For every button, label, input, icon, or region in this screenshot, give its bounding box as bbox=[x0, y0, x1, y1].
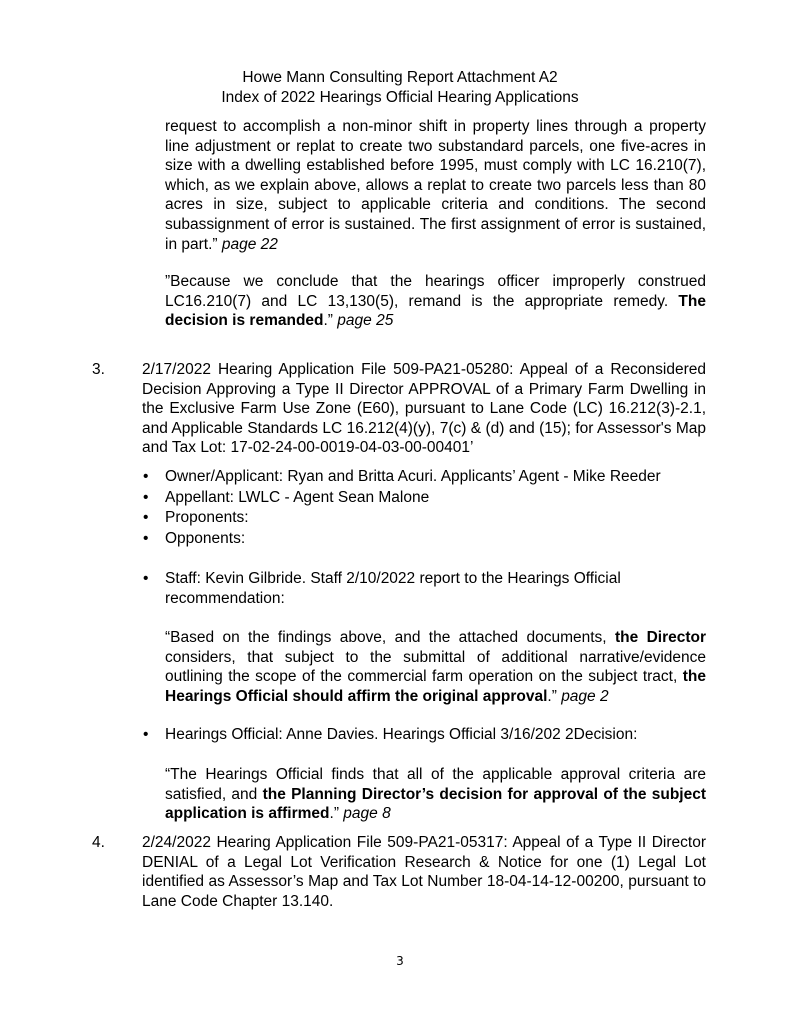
quote-text-end: .” bbox=[547, 687, 557, 705]
hearing-item-4 bbox=[92, 833, 706, 911]
item-title: 2/24/2022 Hearing Application File 509-PA21-05317: Appeal of a Type II Director DENIAL of a Legal Lot Verification Research & Notice for one (1) Legal Lot identified as Assessor’s Map and Tax Lot Number 18-04-14-12-00200, pursuant to Lane Code Chapter 13.140. bbox=[142, 834, 706, 910]
quote-text: “The Hearings Official finds that all of the applicable approval criteria are satisfied, and bbox=[165, 766, 706, 803]
quote-text-end: .” bbox=[329, 805, 339, 823]
quote-emphasis: The decision is remanded bbox=[165, 292, 706, 330]
list-item: • Appellant: LWLC - Agent Sean Malone bbox=[140, 488, 706, 509]
staff-entry bbox=[140, 569, 706, 609]
bullet-icon: • bbox=[143, 726, 149, 743]
staff-quote bbox=[165, 628, 706, 706]
item-number: 3. bbox=[92, 361, 105, 378]
item-number: 4. bbox=[92, 834, 105, 851]
bullet-icon: • bbox=[143, 570, 149, 587]
continued-quote bbox=[165, 117, 706, 254]
quote-emphasis: the Hearings Official should affirm the original approval bbox=[165, 668, 706, 705]
participant-list bbox=[140, 467, 706, 549]
quote-text: “Based on the findings above, and the attached documents, bbox=[165, 629, 607, 646]
staff-text: Staff: Kevin Gilbride. Staff 2/10/2022 report to the Hearings Official recommendation: bbox=[165, 570, 621, 607]
header-title: Howe Mann Consulting Report Attachment A2 bbox=[242, 69, 558, 86]
list-item: • Proponents: bbox=[140, 508, 706, 529]
quote-text: considers, that subject to the submittal of additional narrative/evidence outlining the scope of the commercial farm operation on the subject tract, bbox=[165, 648, 706, 686]
page-reference: page 25 bbox=[337, 312, 394, 330]
quote-text: ”Because we conclude that the hearings officer improperly construed LC16.210(7) and LC 13,130(5), remand is the appropriate remedy. bbox=[165, 273, 706, 310]
quote-text: request to accomplish a non-minor shift in property lines through a property line adjustment or replat to create two substandard parcels, one five-acres in size with a dwelling established before 1995, must comply with LC 16.210(7), which, as we explain above, allows a replat to create two parcels less than 80 acres in size, subject to applicable criteria and conditions. The second subassignment of error is sustained. The first assignment of error is sustained, in part.” bbox=[165, 118, 706, 253]
header-subtitle: Index of 2022 Hearings Official Hearing Applications bbox=[221, 89, 579, 106]
page-reference: page 2 bbox=[561, 687, 609, 705]
quote-text-end: .” bbox=[323, 312, 333, 330]
item-title: 2/17/2022 Hearing Application File 509-PA21-05280: Appeal of a Reconsidered Decision Approving a Type II Director APPROVAL of a Primary Farm Dwelling in the Exclusive Farm Use Zone (E60), pursuant to Lane Code (LC) 16.212(3)-2.1, and Applicable Standards LC 16.212(4)(y), 7(c) & (d) and (15); for Assessor's Map and Tax Lot: 17-02-24-00-0019-04-03-00-00401’ bbox=[142, 361, 706, 457]
page-reference: page 8 bbox=[343, 805, 391, 823]
page-header bbox=[0, 68, 800, 108]
list-item: • Owner/Applicant: Ryan and Britta Acuri. Applicants’ Agent - Mike Reeder bbox=[140, 467, 706, 488]
page-reference: page 22 bbox=[221, 235, 278, 253]
quote-emphasis: the Planning Director’s decision for approval of the subject application is affirmed bbox=[165, 785, 706, 823]
decision-quote bbox=[165, 765, 706, 824]
hearings-official-entry bbox=[140, 725, 706, 745]
hearings-official-text: Hearings Official: Anne Davies. Hearings Official 3/16/202 2Decision: bbox=[165, 726, 638, 743]
list-item: • Opponents: bbox=[140, 529, 706, 550]
quote-emphasis: the Director bbox=[614, 629, 707, 646]
page-number: 3 bbox=[396, 954, 404, 968]
remand-quote bbox=[165, 272, 706, 331]
hearing-item-3 bbox=[92, 360, 706, 458]
